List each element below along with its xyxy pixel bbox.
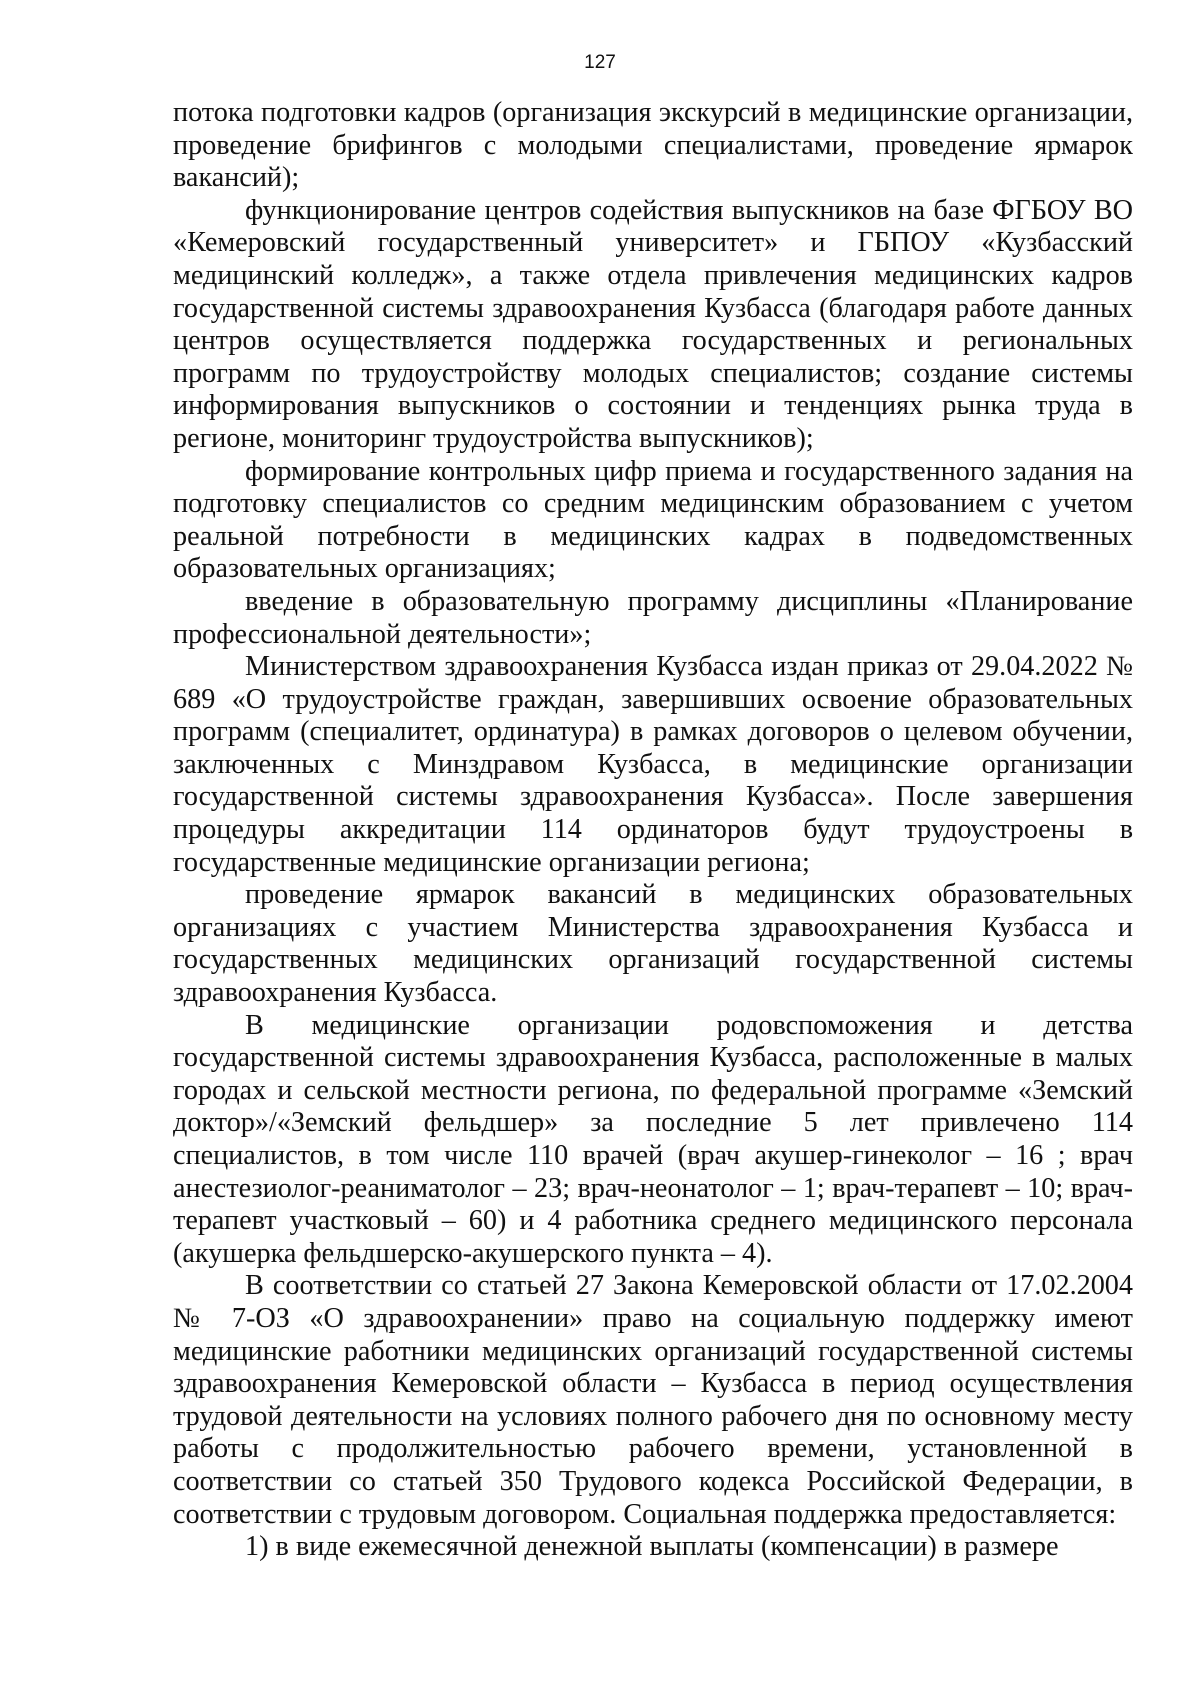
paragraph: введение в образовательную программу дисциплины «Планирование профессиональной деятельности»;: [173, 585, 1133, 650]
paragraph: В соответствии со статьей 27 Закона Кемеровской области от 17.02.2004 № 7-ОЗ «О здравоохранении» право на социальную поддержку имеют медицинские работники медицинских организаций государственной системы здравоохранения Кемеровской области – Кузбасса в период осуществления трудовой деятельности на условиях полного рабочего дня по основному месту работы с продолжительностью рабочего времени, установленной в соответствии со статьей 350 Трудового кодекса Российской Федерации, в соответствии с трудовым договором. Социальная поддержка предоставляется:: [173, 1270, 1133, 1530]
paragraph: проведение ярмарок вакансий в медицинских образовательных организациях с участием Министерства здравоохранения Кузбасса и государственных медицинских организаций государственной системы здравоохранения Кузбасса.: [173, 879, 1133, 1009]
paragraph: 1) в виде ежемесячной денежной выплаты (компенсации) в размере: [245, 1531, 1059, 1563]
paragraph: формирование контрольных цифр приема и государственного задания на подготовку специалистов со средним медицинским образованием с учетом реальной потребности в медицинских кадрах в подведомственных образовательных организациях;: [173, 455, 1133, 585]
paragraph: функционирование центров содействия выпускников на базе ФГБОУ ВО «Кемеровский государственный университет» и ГБПОУ «Кузбасский медицинский колледж», а также отдела привлечения медицинских кадров государственной системы здравоохранения Кузбасса (благодаря работе данных центров осуществляется поддержка государственных и региональных программ по трудоустройству молодых специалистов; создание системы информирования выпускников о состоянии и тенденциях рынка труда в регионе, мониторинг трудоустройства выпускников);: [173, 194, 1133, 454]
document-body: [173, 97, 1133, 1564]
paragraph: В медицинские организации родовспоможения и детства государственной системы здравоохранения Кузбасса, расположенные в малых городах и сельской местности региона, по федеральной программе «Земский доктор»/«Земский фельдшер» за последние 5 лет привлечено 114 специалистов, в том числе 110 врачей (врач акушер-гинеколог – 16 ; врач анестезиолог-реаниматолог – 23; врач-неонатолог – 1; врач-терапевт – 10; врач-терапевт участковый – 60) и 4 работника среднего медицинского персонала (акушерка фельдшерско-акушерского пункта – 4).: [173, 1009, 1133, 1269]
page-number: 127: [584, 52, 616, 73]
paragraph: Министерством здравоохранения Кузбасса издан приказ от 29.04.2022 № 689 «О трудоустройстве граждан, завершивших освоение образовательных программ (специалитет, ординатура) в рамках договоров о целевом обучении, заключенных с Минздравом Кузбасса, в медицинские организации государственной системы здравоохранения Кузбасса». После завершения процедуры аккредитации 114 ординаторов будут трудоустроены в государственные медицинские организации региона;: [173, 651, 1133, 878]
paragraph-continuation: потока подготовки кадров (организация экскурсий в медицинские организации, проведение брифингов с молодыми специалистами, проведение ярмарок вакансий);: [173, 97, 1133, 194]
